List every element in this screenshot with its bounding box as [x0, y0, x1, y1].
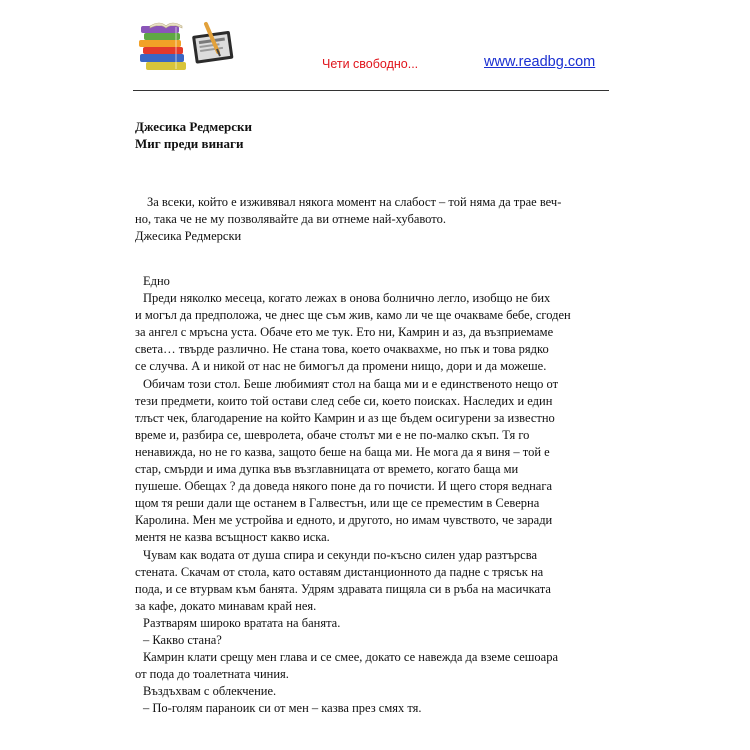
- header-divider: [133, 90, 609, 91]
- paragraph-line: време и, разбира се, шевролета, обаче столът ми е не по-малко скъп. Тя го: [135, 427, 530, 442]
- paragraph-line: пода, и се втурвам към банята. Удрям здравата пищяла си в ръба на масичката: [135, 581, 551, 596]
- paragraph-line: се случва. А и никой от нас не бимогъл да промени нищо, дори и да можеше.: [135, 359, 547, 374]
- paragraph-line: Обичам този стол. Беше любимият стол на баща ми и е единственото нещо от: [143, 376, 559, 391]
- book-title: Миг преди винаги: [135, 136, 244, 151]
- paragraph-line: Преди няколко месеца, когато лежах в онова болнично легло, изобщо не бих: [143, 291, 551, 306]
- epigraph: [135, 194, 610, 245]
- paragraph-line: ментя не казва всъщност какво иска.: [135, 530, 330, 545]
- chapter-heading: Едно: [143, 274, 170, 288]
- epigraph-line: За всеки, който е изживявал някога момент на слабост – той няма да трае веч-: [147, 195, 562, 209]
- paragraph-line: Каролина. Мен ме устройва и едното, и другото, но имам чувството, че заради: [135, 513, 553, 528]
- dialogue-line: – По-голям параноик си от мен – казва през смях тя.: [143, 701, 422, 716]
- site-tagline: Чети свободно...: [322, 57, 419, 71]
- paragraph-line: Камрин клати срещу мен глава и се смее, докато се навежда да вземе сешоара: [143, 650, 559, 665]
- site-url-link[interactable]: www.readbg.com: [484, 54, 596, 70]
- epigraph-attribution: Джесика Редмерски: [135, 229, 242, 244]
- paragraph-line: Чувам как водата от душа спира и секунди по-късно силен удар разтърсва: [143, 547, 537, 562]
- paragraph-line: ненавижда, но не го казва, защото беше на баща ми. Не мога да я виня – той е: [135, 444, 550, 459]
- paragraph-line: Разтварям широко вратата на банята.: [143, 615, 341, 630]
- dialogue-line: – Какво стана?: [143, 632, 222, 647]
- paragraph-line: и могъл да предположа, че днес ще съм жив, камо ли че ще очакваме бебе, сгоден: [135, 308, 571, 323]
- epigraph-line: но, така че не му позволявайте да ви отнеме най-хубавото.: [135, 212, 446, 227]
- paragraph-line: света… твърде различно. Не стана това, което очаквахме, но пък и това рядко: [135, 342, 549, 357]
- paragraph-line: пушеше. Обещах ? да доведа някого поне да го почисти. И щего сторя веднага: [135, 479, 553, 494]
- paragraph-line: Въздъхвам с облекчение.: [143, 684, 277, 699]
- book-author: Джесика Редмерски: [135, 119, 252, 134]
- paragraph-line: стар, смърди и има дупка във възглавницата от времето, когато баща ми: [135, 462, 519, 477]
- paragraph-line: щом тя реши дали ще останем в Галвестън, или ще се преместим в Северна: [135, 496, 540, 511]
- paragraph-line: стената. Скачам от стола, като оставям дистанционното да падне с трясък на: [135, 564, 544, 579]
- paragraph-line: тези предмети, които той остави след себе си, което поисках. Наследих и един: [135, 393, 553, 408]
- books-and-monitor-logo-icon: [136, 18, 244, 76]
- paragraph-line: за кафе, докато минавам край нея.: [135, 598, 317, 613]
- chapter-body: [135, 273, 610, 717]
- paragraph-line: за ангел с мръсна уста. Обаче ето ме тук. Ето ни, Камрин и аз, да възприемаме: [135, 325, 554, 340]
- paragraph-line: тлъст чек, благодарение на който Камрин и аз ще бъдем осигурени за известно: [135, 410, 555, 425]
- paragraph-line: от пода до тоалетната чиния.: [135, 667, 289, 682]
